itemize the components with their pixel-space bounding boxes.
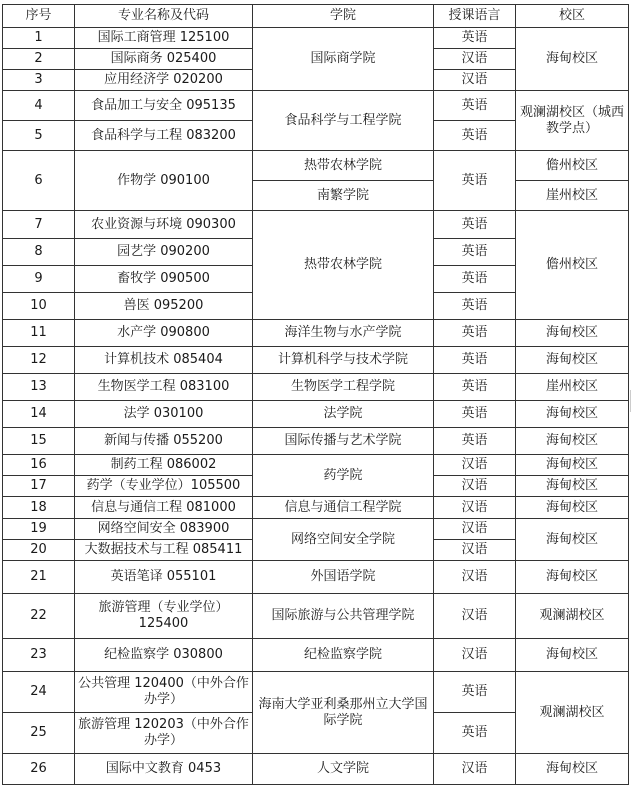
table-row [3,497,629,519]
table-row [3,754,629,785]
row-major: 纪检监察学 030800 [75,639,253,672]
row-no: 13 [3,374,75,401]
row-no: 18 [3,497,75,519]
row-college: 计算机科学与技术学院 [253,347,434,374]
row-language: 英语 [434,713,516,754]
row-college: 国际旅游与公共管理学院 [253,594,434,639]
row-college: 热带农林学院 [253,151,434,181]
table-row [3,347,629,374]
row-major: 制药工程 086002 [75,455,253,476]
row-language: 汉语 [434,561,516,594]
row-no: 14 [3,401,75,428]
row-no: 9 [3,266,75,293]
row-language: 汉语 [434,594,516,639]
row-no: 2 [3,49,75,70]
row-language: 汉语 [434,754,516,785]
row-campus: 海甸校区 [516,639,629,672]
row-language: 英语 [434,121,516,151]
row-college: 海南大学亚利桑那州立大学国际学院 [253,672,434,754]
row-campus: 观澜湖校区 [516,672,629,754]
row-language: 英语 [434,266,516,293]
row-no: 20 [3,540,75,561]
row-major: 作物学 090100 [75,151,253,211]
row-language: 英语 [434,91,516,121]
row-language: 汉语 [434,497,516,519]
row-language: 英语 [434,374,516,401]
programs-table [2,4,629,785]
row-no: 16 [3,455,75,476]
row-campus: 海甸校区 [516,428,629,455]
row-language: 汉语 [434,476,516,497]
row-college: 生物医学工程学院 [253,374,434,401]
table-row [3,455,629,476]
row-campus: 海甸校区 [516,497,629,519]
table-row [3,672,629,713]
row-major: 英语笔译 055101 [75,561,253,594]
row-language: 汉语 [434,455,516,476]
row-campus: 海甸校区 [516,754,629,785]
row-campus: 崖州校区 [516,374,629,401]
row-major: 国际商务 025400 [75,49,253,70]
row-college: 热带农林学院 [253,211,434,320]
row-major: 食品科学与工程 083200 [75,121,253,151]
row-no: 11 [3,320,75,347]
row-major: 农业资源与环境 090300 [75,211,253,239]
table-row [3,374,629,401]
header-language: 授课语言 [434,5,516,28]
row-campus: 观澜湖校区（城西教学点） [516,91,629,151]
row-no: 1 [3,28,75,49]
header-campus: 校区 [516,5,629,28]
row-no: 15 [3,428,75,455]
row-no: 25 [3,713,75,754]
table-row [3,561,629,594]
row-college: 国际商学院 [253,28,434,91]
row-language: 英语 [434,428,516,455]
row-major: 食品加工与安全 095135 [75,91,253,121]
header-no: 序号 [3,5,75,28]
row-language: 英语 [434,293,516,320]
row-campus: 观澜湖校区 [516,594,629,639]
row-major: 旅游管理 120203（中外合作办学） [75,713,253,754]
row-major: 计算机技术 085404 [75,347,253,374]
row-college: 网络空间安全学院 [253,519,434,561]
table-row [3,519,629,540]
row-language: 英语 [434,151,516,211]
table-row [3,91,629,121]
table-row [3,639,629,672]
row-no: 24 [3,672,75,713]
row-no: 22 [3,594,75,639]
row-major: 信息与通信工程 081000 [75,497,253,519]
table-row [3,594,629,639]
row-college: 药学院 [253,455,434,497]
row-campus: 儋州校区 [516,151,629,181]
table-row [3,401,629,428]
row-college: 纪检监察学院 [253,639,434,672]
row-language: 英语 [434,28,516,49]
row-campus: 海甸校区 [516,561,629,594]
row-college: 外国语学院 [253,561,434,594]
row-no: 4 [3,91,75,121]
row-language: 英语 [434,401,516,428]
row-major: 应用经济学 020200 [75,70,253,91]
row-college: 南繁学院 [253,181,434,211]
header-major: 专业名称及代码 [75,5,253,28]
row-major: 国际中文教育 0453 [75,754,253,785]
row-language: 汉语 [434,639,516,672]
row-major: 药学（专业学位）105500 [75,476,253,497]
row-campus: 儋州校区 [516,211,629,320]
row-no: 23 [3,639,75,672]
row-no: 12 [3,347,75,374]
row-campus: 崖州校区 [516,181,629,211]
row-no: 3 [3,70,75,91]
row-college: 人文学院 [253,754,434,785]
row-major: 水产学 090800 [75,320,253,347]
row-college: 信息与通信工程学院 [253,497,434,519]
row-no: 26 [3,754,75,785]
row-campus: 海甸校区 [516,347,629,374]
row-campus: 海甸校区 [516,401,629,428]
row-major: 新闻与传播 055200 [75,428,253,455]
row-language: 汉语 [434,49,516,70]
row-language: 英语 [434,672,516,713]
header-row [3,5,629,28]
edge-mark [630,390,631,412]
header-college: 学院 [253,5,434,28]
row-no: 10 [3,293,75,320]
row-major: 大数据技术与工程 085411 [75,540,253,561]
table-row [3,151,629,181]
row-no: 21 [3,561,75,594]
row-college: 海洋生物与水产学院 [253,320,434,347]
table-row [3,320,629,347]
row-major: 园艺学 090200 [75,239,253,266]
table-row [3,428,629,455]
row-major: 生物医学工程 083100 [75,374,253,401]
row-campus: 海甸校区 [516,320,629,347]
row-college: 法学院 [253,401,434,428]
row-major: 兽医 095200 [75,293,253,320]
row-language: 汉语 [434,540,516,561]
row-language: 英语 [434,211,516,239]
row-campus: 海甸校区 [516,519,629,561]
row-no: 17 [3,476,75,497]
row-campus: 海甸校区 [516,455,629,476]
row-language: 汉语 [434,70,516,91]
row-no: 5 [3,121,75,151]
row-college: 国际传播与艺术学院 [253,428,434,455]
row-campus: 海甸校区 [516,476,629,497]
row-no: 8 [3,239,75,266]
row-campus: 海甸校区 [516,28,629,91]
row-language: 英语 [434,320,516,347]
row-major: 畜牧学 090500 [75,266,253,293]
row-college: 食品科学与工程学院 [253,91,434,151]
row-language: 英语 [434,239,516,266]
row-major: 公共管理 120400（中外合作办学） [75,672,253,713]
row-language: 汉语 [434,519,516,540]
row-no: 7 [3,211,75,239]
table-row [3,28,629,49]
table-row [3,211,629,239]
row-language: 英语 [434,347,516,374]
row-no: 19 [3,519,75,540]
row-major: 国际工商管理 125100 [75,28,253,49]
row-no: 6 [3,151,75,211]
row-major: 法学 030100 [75,401,253,428]
row-major: 旅游管理（专业学位）125400 [75,594,253,639]
row-major: 网络空间安全 083900 [75,519,253,540]
